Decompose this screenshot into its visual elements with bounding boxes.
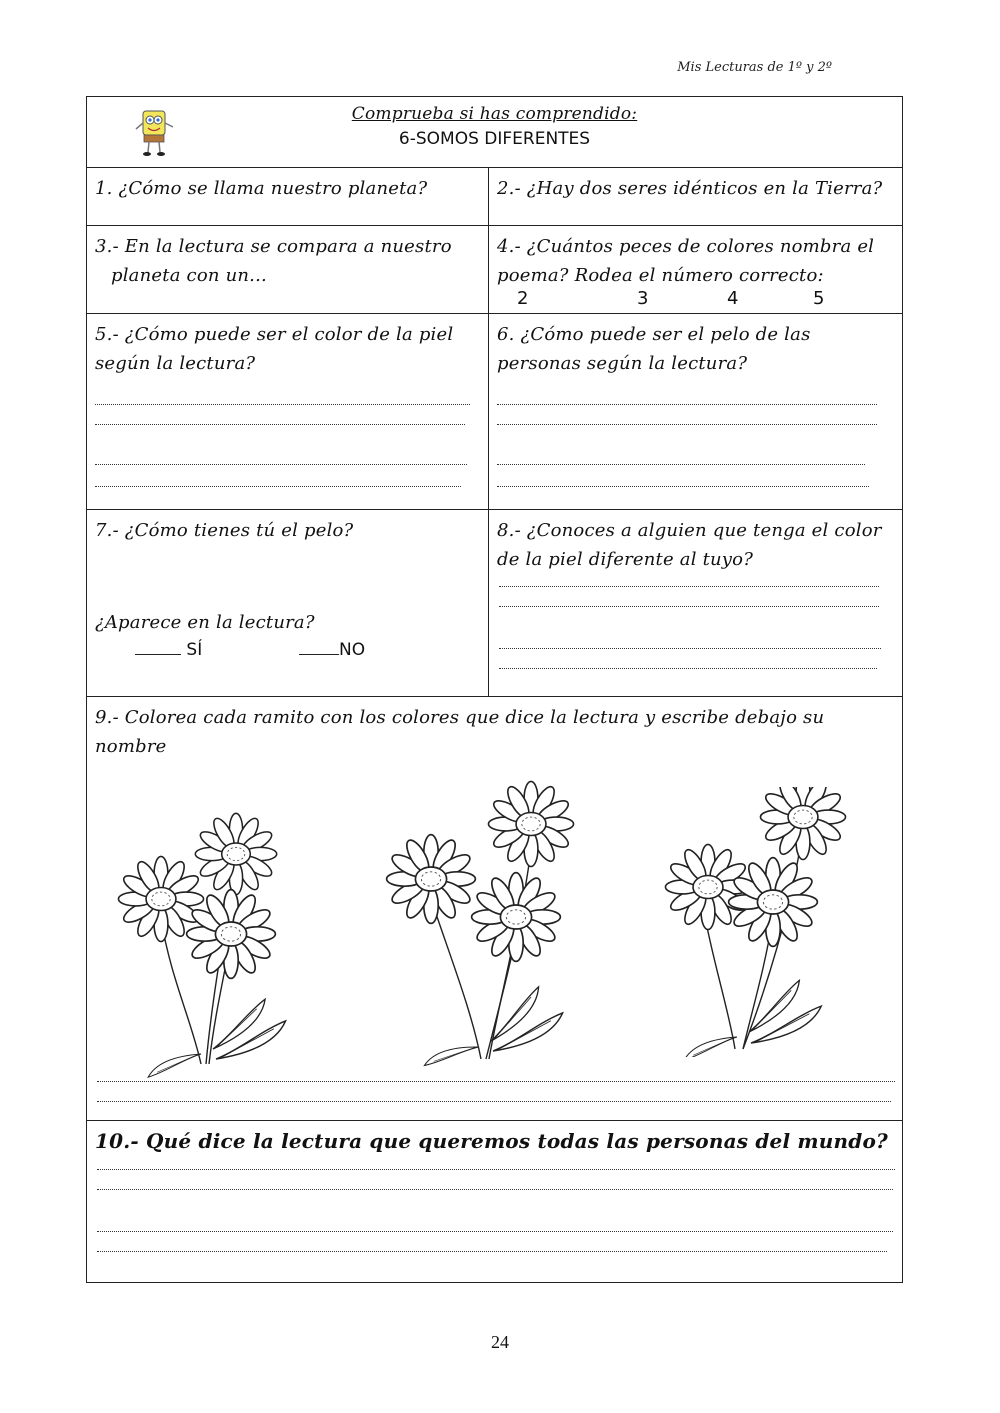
yes-option[interactable]	[135, 640, 202, 660]
question-6-line1: 6. ¿Cómo puede ser el pelo de las	[497, 324, 811, 345]
question-row-2	[87, 226, 902, 314]
no-label: NO	[339, 640, 366, 660]
yes-label: SÍ	[186, 640, 203, 660]
answer-line[interactable]	[95, 424, 465, 425]
question-2-text: 2.- ¿Hay dos seres idénticos en la Tierra?	[497, 178, 883, 199]
question-cell-1	[87, 168, 489, 225]
question-10-text: 10.- Qué dice la lectura que queremos todas las personas del mundo?	[95, 1129, 888, 1153]
answer-line[interactable]	[95, 404, 470, 405]
question-row-3	[87, 314, 902, 510]
answer-line[interactable]	[499, 668, 877, 669]
answer-line[interactable]	[97, 1169, 895, 1170]
answer-line[interactable]	[499, 648, 881, 649]
question-row-1	[87, 168, 902, 226]
question-cell-8	[489, 510, 902, 696]
question-cell-3	[87, 226, 489, 313]
answer-line[interactable]	[497, 404, 877, 405]
answer-line[interactable]	[95, 464, 467, 465]
question-row-4	[87, 510, 902, 697]
question-cell-9	[87, 697, 902, 1120]
answer-line[interactable]	[97, 1081, 895, 1082]
page-number: 24	[491, 1332, 509, 1352]
question-cell-6	[489, 314, 902, 509]
answer-line[interactable]	[499, 606, 879, 607]
question-cell-2	[489, 168, 902, 225]
question-9-line1: 9.- Colorea cada ramito con los colores que dice la lectura y escribe debajo su	[95, 707, 825, 728]
question-5-line1: 5.- ¿Cómo puede ser el color de la piel	[95, 324, 454, 345]
flower-bouquet-2[interactable]	[381, 779, 601, 1069]
answer-line[interactable]	[497, 486, 869, 487]
no-option[interactable]	[299, 640, 365, 660]
question-8-line1: 8.- ¿Conoces a alguien que tenga el color	[497, 520, 882, 541]
answer-line[interactable]	[497, 424, 877, 425]
title-row	[87, 97, 902, 168]
worksheet-heading: Comprueba si has comprendido:	[351, 104, 638, 124]
answer-line[interactable]	[95, 486, 461, 487]
answer-line[interactable]	[97, 1101, 891, 1102]
header-note: Mis Lecturas de 1º y 2º	[677, 60, 832, 75]
number-option[interactable]: 3	[637, 288, 649, 309]
question-row-9	[87, 697, 902, 1121]
answer-line[interactable]	[497, 464, 865, 465]
question-3-line2: planeta con un...	[111, 265, 267, 286]
question-1-text: 1. ¿Cómo se llama nuestro planeta?	[95, 178, 428, 199]
question-7-text: 7.- ¿Cómo tienes tú el pelo?	[95, 520, 354, 541]
question-cell-10	[87, 1121, 902, 1282]
question-cell-5	[87, 314, 489, 509]
question-7-subtext: ¿Aparece en la lectura?	[95, 612, 315, 633]
flower-bouquet-1[interactable]	[101, 809, 341, 1079]
no-blank[interactable]	[299, 654, 339, 655]
yes-blank[interactable]	[135, 654, 181, 655]
question-3-line1: 3.- En la lectura se compara a nuestro	[95, 236, 452, 257]
question-9-line2: nombre	[95, 736, 167, 757]
answer-line[interactable]	[97, 1231, 893, 1232]
number-option[interactable]: 4	[727, 288, 739, 309]
question-5-line2: según la lectura?	[95, 353, 256, 374]
question-row-10	[87, 1121, 902, 1282]
worksheet-table	[86, 96, 903, 1283]
question-6-line2: personas según la lectura?	[497, 353, 748, 374]
answer-line[interactable]	[97, 1251, 887, 1252]
question-8-line2: de la piel diferente al tuyo?	[497, 549, 754, 570]
answer-line[interactable]	[499, 586, 879, 587]
number-option[interactable]: 5	[813, 288, 825, 309]
answer-line[interactable]	[97, 1189, 893, 1190]
number-options	[517, 288, 857, 316]
question-4-line2: poema? Rodea el número correcto:	[497, 265, 824, 286]
flower-bouquet-3[interactable]	[643, 787, 883, 1057]
question-cell-7	[87, 510, 489, 696]
question-4-line1: 4.- ¿Cuántos peces de colores nombra el	[497, 236, 875, 257]
worksheet-title: 6-SOMOS DIFERENTES	[398, 129, 591, 149]
question-cell-4	[489, 226, 902, 313]
number-option[interactable]: 2	[517, 288, 529, 309]
